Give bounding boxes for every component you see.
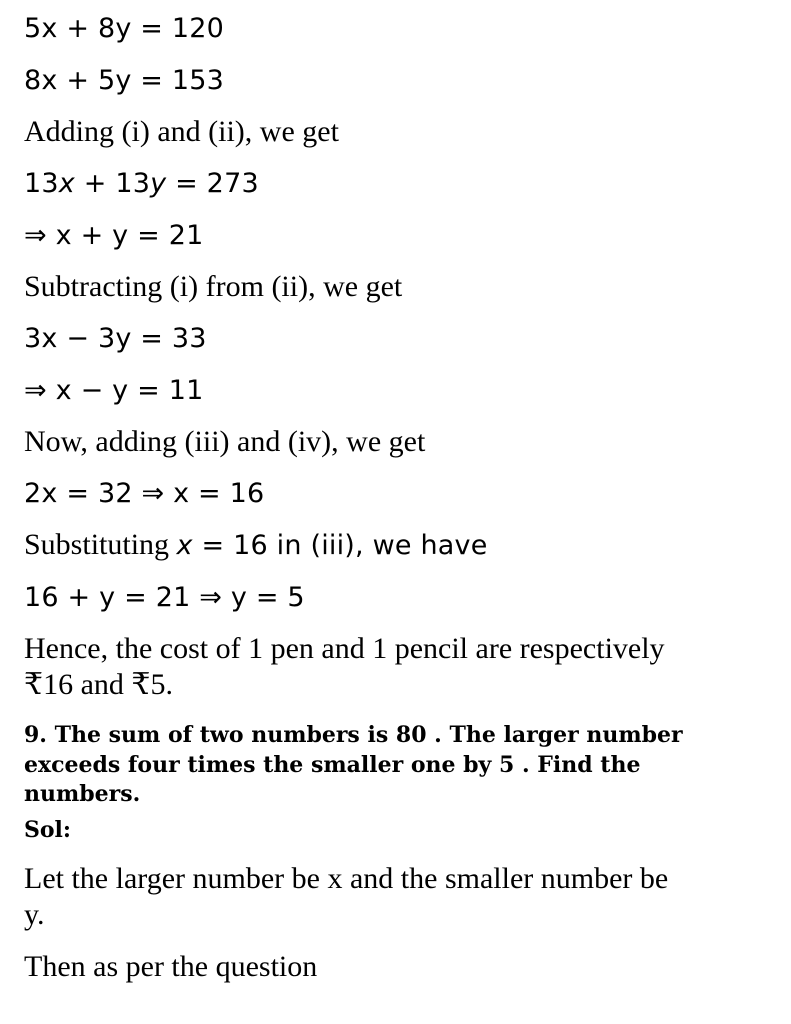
solution-label: Sol:	[24, 817, 72, 843]
step-adding-iii-iv: Now, adding (iii) and (iv), we get	[24, 425, 426, 458]
eq-var-y: y	[150, 168, 167, 199]
equation-sum	[24, 167, 259, 201]
equation-ii: 8x + 5y = 153	[24, 65, 225, 96]
question-line-3: numbers.	[24, 781, 141, 807]
answer-line-2: y.	[24, 898, 45, 931]
step-subtracting: Subtracting (i) from (ii), we get	[24, 270, 403, 303]
answer-line-1: Let the larger number be x and the smaller number be	[24, 862, 669, 895]
eq-part: 13	[24, 168, 59, 199]
equation-difference: 3x − 3y = 33	[24, 323, 207, 354]
equation-x-value: 2x = 32 ⇒ x = 16	[24, 478, 265, 509]
equation-iii: ⇒ x + y = 21	[24, 220, 204, 251]
equation-i: 5x + 8y = 120	[24, 13, 225, 44]
answer-line-3: Then as per the question	[24, 950, 318, 983]
conclusion-line-2: ₹16 and ₹5.	[24, 668, 173, 701]
eq-var-x: x	[58, 168, 75, 199]
subst-var-x: x	[176, 530, 193, 561]
step-adding: Adding (i) and (ii), we get	[24, 115, 339, 148]
equation-iv: ⇒ x − y = 11	[24, 375, 204, 406]
question-line-2: exceeds four times the smaller one by 5 . Find the	[24, 752, 641, 778]
subst-text: Substituting	[24, 528, 177, 561]
eq-part: + 13	[74, 168, 151, 199]
subst-text-rest: = 16 in (iii), we have	[192, 530, 488, 561]
eq-part: = 273	[166, 168, 259, 199]
step-substituting	[24, 528, 488, 563]
equation-y-value: 16 + y = 21 ⇒ y = 5	[24, 582, 305, 613]
conclusion-line-1: Hence, the cost of 1 pen and 1 pencil are respectively	[24, 632, 665, 665]
question-line-1: 9. The sum of two numbers is 80 . The larger number	[24, 722, 683, 748]
